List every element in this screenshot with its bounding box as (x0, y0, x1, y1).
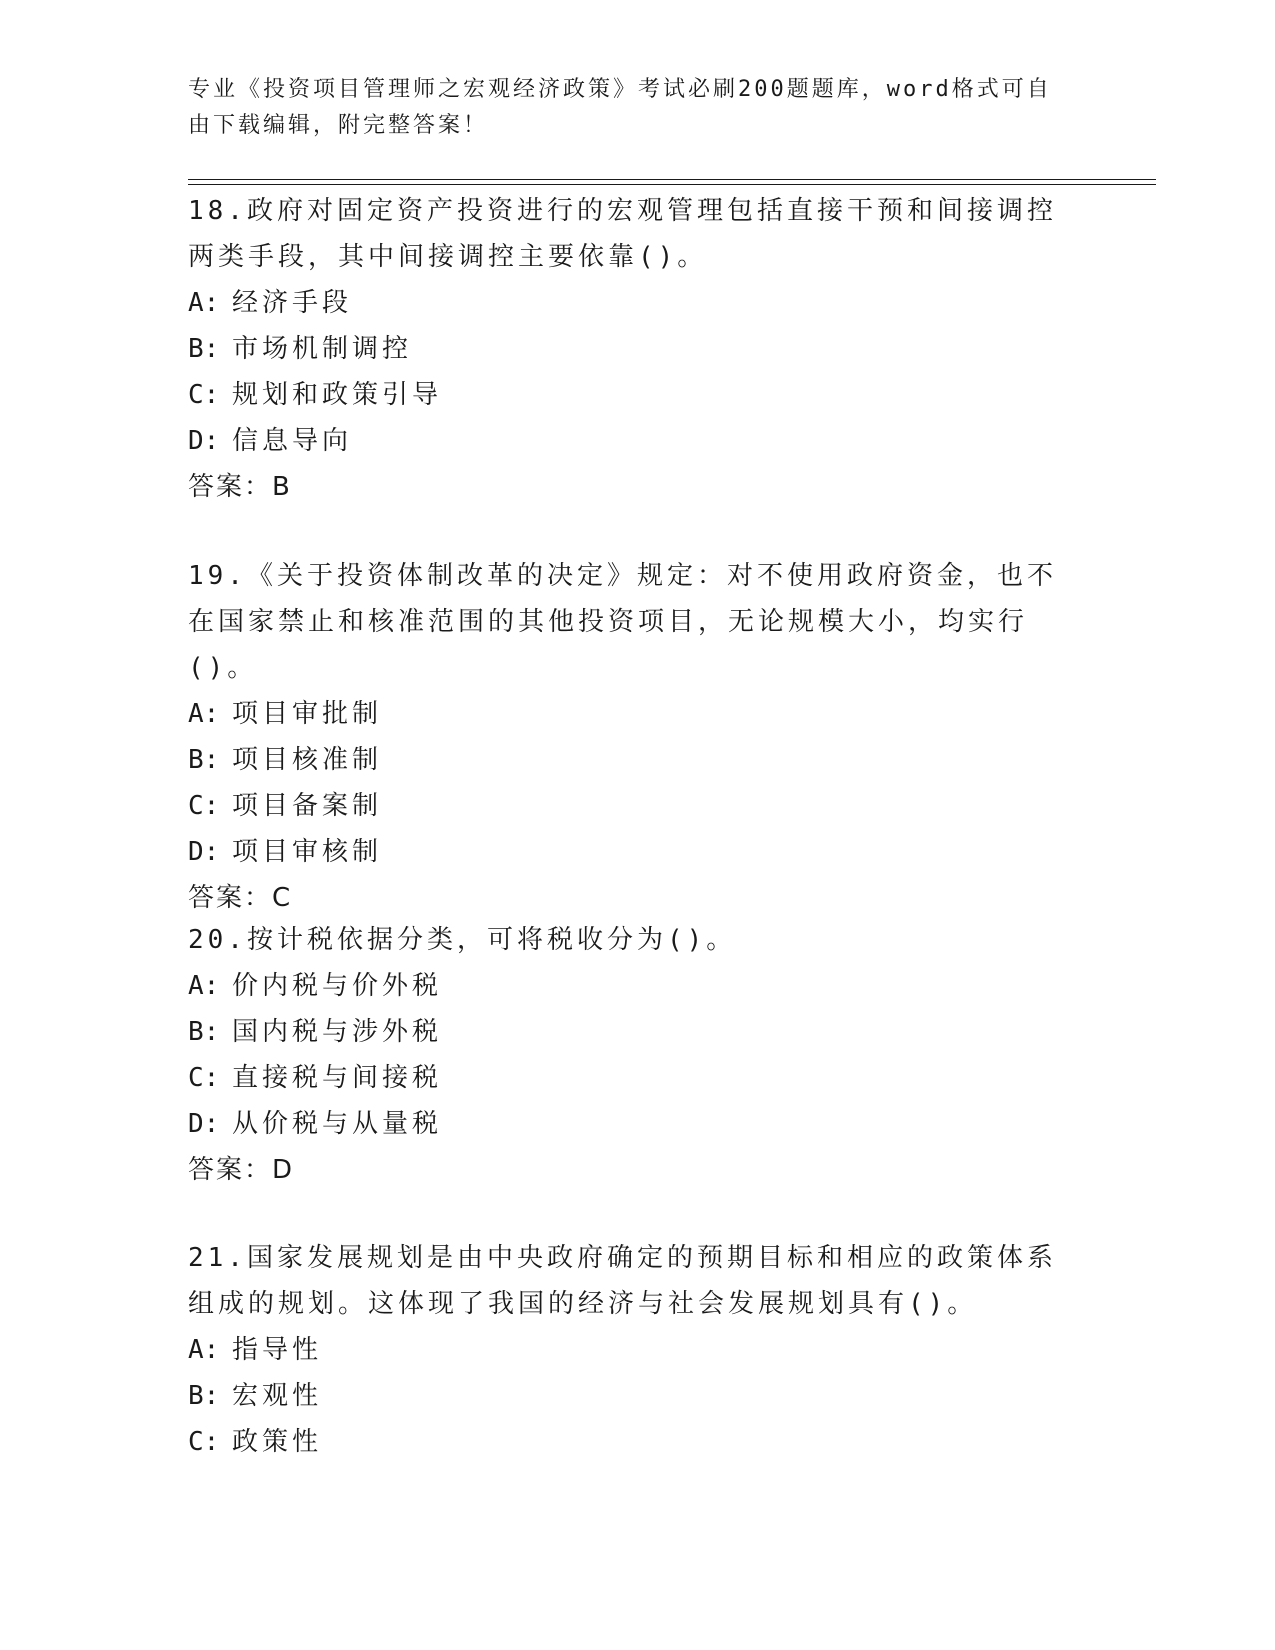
document-header: 专业《投资项目管理师之宏观经济政策》考试必刷200题题库，word格式可自由下载编辑，附完整答案！ (188, 77, 1052, 138)
option-key: A: (188, 971, 220, 1001)
option-key: B: (188, 745, 220, 775)
option-text: 项目审核制 (232, 837, 383, 867)
option-key: C: (188, 1063, 220, 1093)
option-b (188, 737, 1068, 783)
option-c (188, 372, 1068, 418)
option-c (188, 783, 1068, 829)
option-text: 信息导向 (232, 426, 353, 456)
question-stem: 21.国家发展规划是由中央政府确定的预期目标和相应的政策体系组成的规划。这体现了我国的经济与社会发展规划具有()。 (188, 1243, 1057, 1319)
option-text: 项目备案制 (232, 791, 383, 821)
option-key: D: (188, 1109, 220, 1139)
option-d (188, 418, 1068, 464)
option-text: 政策性 (232, 1427, 323, 1457)
option-key: A: (188, 288, 220, 318)
question-19 (188, 553, 1068, 921)
option-d (188, 829, 1068, 875)
option-a (188, 691, 1068, 737)
answer-line: 答案：C (188, 883, 293, 913)
option-text: 宏观性 (232, 1381, 323, 1411)
option-d (188, 1101, 1068, 1147)
question-20 (188, 917, 1068, 1193)
option-text: 项目核准制 (232, 745, 383, 775)
option-text: 市场机制调控 (232, 334, 413, 364)
option-key: C: (188, 791, 220, 821)
option-a (188, 280, 1068, 326)
option-text: 指导性 (232, 1335, 323, 1365)
option-key: A: (188, 699, 220, 729)
option-key: C: (188, 1427, 220, 1457)
question-stem: 20.按计税依据分类，可将税收分为()。 (188, 925, 737, 955)
option-text: 国内税与涉外税 (232, 1017, 443, 1047)
question-stem: 18.政府对固定资产投资进行的宏观管理包括直接干预和间接调控两类手段，其中间接调控主要依靠()。 (188, 196, 1057, 272)
option-key: B: (188, 334, 220, 364)
question-18 (188, 188, 1068, 510)
option-a (188, 1327, 1068, 1373)
option-b (188, 1373, 1068, 1419)
option-key: B: (188, 1381, 220, 1411)
header-divider-top (188, 179, 1156, 180)
option-key: D: (188, 837, 220, 867)
option-text: 从价税与从量税 (232, 1109, 443, 1139)
option-c (188, 1419, 1068, 1465)
option-text: 直接税与间接税 (232, 1063, 443, 1093)
option-text: 价内税与价外税 (232, 971, 443, 1001)
option-key: B: (188, 1017, 220, 1047)
option-key: D: (188, 426, 220, 456)
option-text: 经济手段 (232, 288, 353, 318)
option-key: C: (188, 380, 220, 410)
option-text: 项目审批制 (232, 699, 383, 729)
answer-line: 答案：D (188, 1155, 295, 1185)
option-c (188, 1055, 1068, 1101)
option-b (188, 1009, 1068, 1055)
header-divider-bottom (188, 184, 1156, 185)
question-21 (188, 1235, 1068, 1465)
option-text: 规划和政策引导 (232, 380, 443, 410)
question-stem: 19.《关于投资体制改革的决定》规定：对不使用政府资金，也不在国家禁止和核准范围的其他投资项目，无论规模大小，均实行()。 (188, 561, 1057, 683)
answer-line: 答案：B (188, 472, 292, 502)
option-key: A: (188, 1335, 220, 1365)
option-b (188, 326, 1068, 372)
option-a (188, 963, 1068, 1009)
